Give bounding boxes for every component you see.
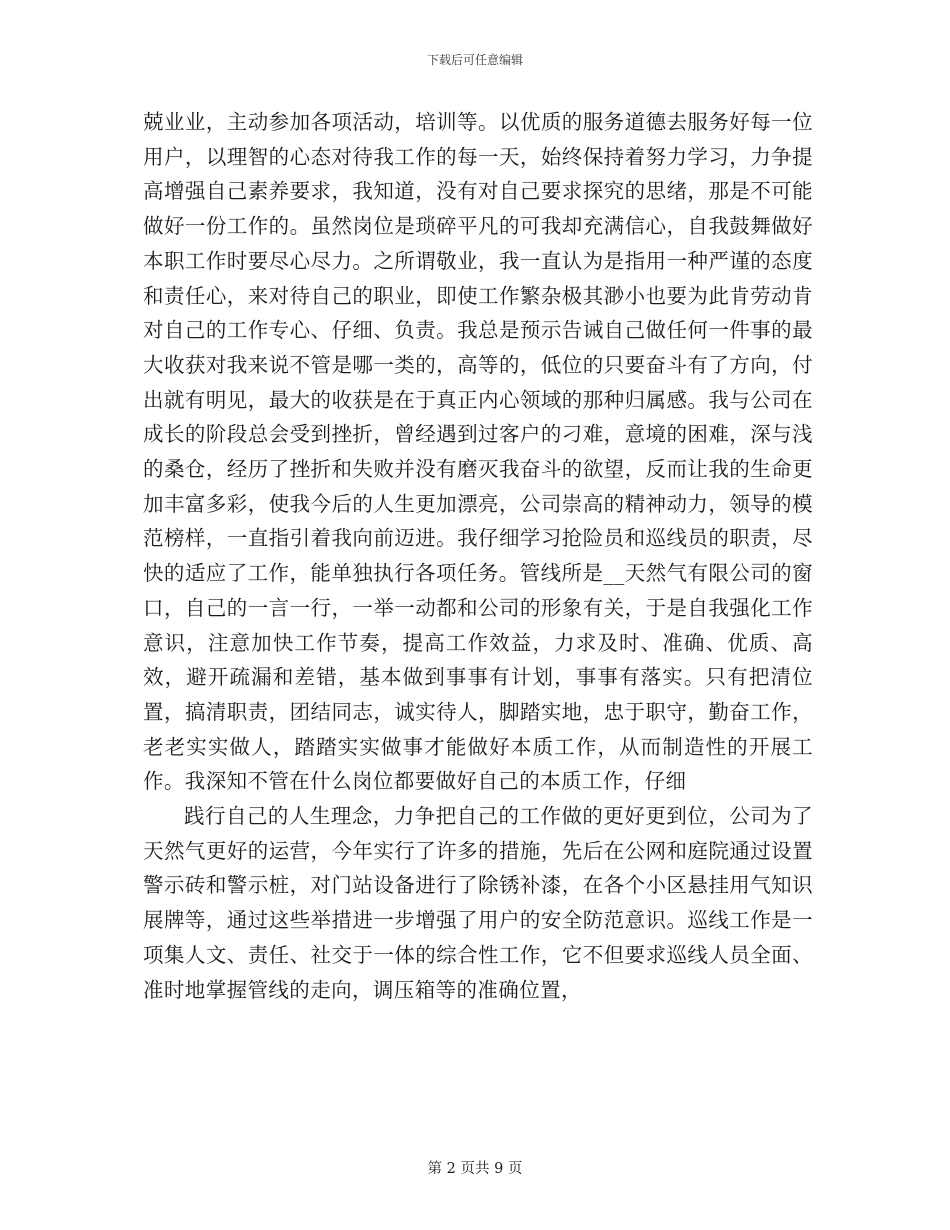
page-number-footer: 第 2 页共 9 页 [427,1161,523,1177]
paragraph: 践行自己的人生理念，力争把自己的工作做的更好更到位，公司为了天然气更好的运营，今年实行了许多的措施，先后在公网和庭院通过设置警示砖和警示桩，对门站设备进行了除锈补漆，在各个小区悬挂用气知识展牌等，通过这些举措进一步增强了用户的安全防范意识。巡线工作是一项集人文、责任、社交于一体的综合性工作，它不但要求巡线人员全面、准时地掌握管线的走向，调压箱等的准确位置， [143,804,813,1002]
paragraph-continued: 兢业业，主动参加各项活动，培训等。以优质的服务道德去服务好每一位用户，以理智的心态对待我工作的每一天，始终保持着努力学习，力争提高增强自己素养要求，我知道，没有对自己要求探究的思绪，那是不可能做好一份工作的。虽然岗位是琐碎平凡的可我却充满信心，自我鼓舞做好本职工作时要尽心尽力。之所谓敬业，我一直认为是指用一种严谨的态度和责任心，来对待自己的职业，即使工作繁杂极其渺小也要为此肯劳动肯对自己的工作专心、仔细、负责。我总是预示告诫自己做任何一件事的最大收获对我来说不管是哪一类的，高等的，低位的只要奋斗有了方向，付出就有明见，最大的收获是在于真正内心领域的那种归属感。我与公司在成长的阶段总会受到挫折，曾经遇到过客户的刁难，意境的困难，深与浅的桑仓，经历了挫折和失败并没有磨灭我奋斗的欲望，反而让我的生命更加丰富多彩，使我今后的人生更加漂亮，公司崇高的精神动力，领导的模范榜样，一直指引着我向前迈进。我仔细学习抢险员和巡线员的职责，尽快的适应了工作，能单独执行各项任务。管线所是__天然气有限公司的窗口，自己的一言一行，一举一动都和公司的形象有关，于是自我强化工作意识，注意加快工作节奏，提高工作效益，力求及时、准确、优质、高效，避开疏漏和差错，基本做到事事有计划，事事有落实。只有把清位置，搞清职责，团结同志，诚实待人，脚踏实地，忠于职守，勤奋工作，老老实实做人，踏踏实实做事才能做好本质工作，从而制造性的开展工作。我深知不管在什么岗位都要做好自己的本质工作，仔细 [143,110,813,794]
document-body [143,105,813,1007]
page-header: 下载后可任意编辑 [426,53,523,67]
